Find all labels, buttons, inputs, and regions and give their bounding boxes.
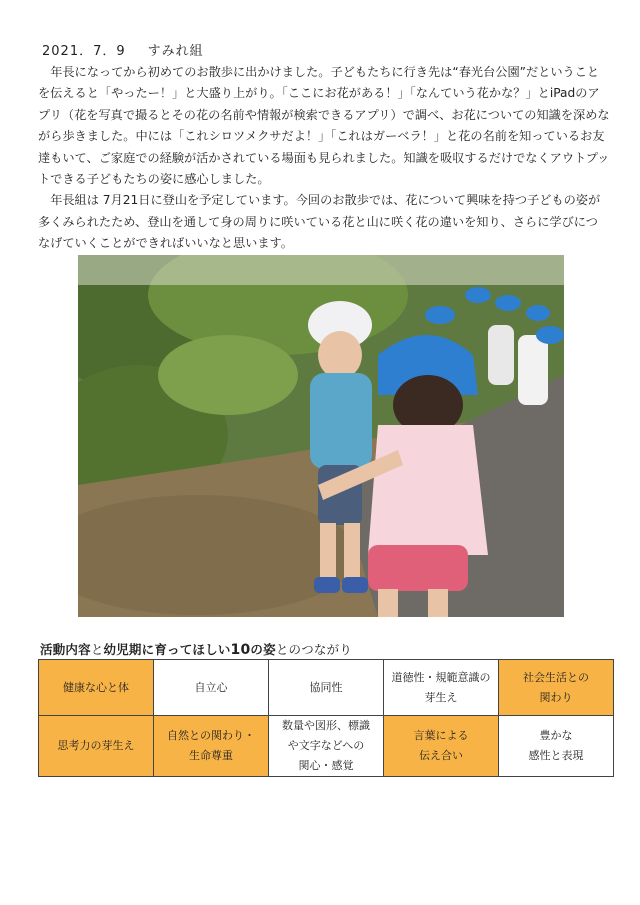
cell-independence: 自立心 <box>154 660 269 716</box>
table-row <box>39 660 614 716</box>
cell-expression: 豊かな 感性と表現 <box>499 716 614 777</box>
table-title <box>40 640 352 658</box>
table-row <box>39 716 614 777</box>
cell-cooperation: 協同性 <box>269 660 384 716</box>
table-title-connection: とのつながり <box>275 642 353 657</box>
date-header <box>42 40 204 59</box>
children-walking-photo <box>78 255 564 617</box>
table-title-figures: の姿 <box>250 642 276 657</box>
table-title-number: 10 <box>230 642 251 658</box>
cell-thinking: 思考力の芽生え <box>39 716 154 777</box>
photo-illustration <box>78 255 564 617</box>
cell-nature: 自然との関わり・ 生命尊重 <box>154 716 269 777</box>
report-body <box>38 62 610 255</box>
table-title-and: と <box>90 642 104 657</box>
paragraph-walk: 年長になってから初めてのお散歩に出かけました。子どもたちに行き先は“春光台公園”だということを伝えると「やったー！」と大盛り上がり。「ここにお花がある！」「なんていう花かな？」とiPadのアプリ（花を写真で撮るとその花の名前や情報が検索できるアプリ）で調べ、お花についての知識を深めながら歩きました。中には「これシロツメクサだよ！」「これはガーベラ！」と花の名前を知っているお友達もいて、ご家庭での経験が活かされている場面も見られました。知識を吸収するだけでなくアウトプットできる子どもたちの姿に感心しました。 <box>38 65 610 187</box>
ten-figures-table <box>38 659 614 777</box>
cell-social-life: 社会生活との 関わり <box>499 660 614 716</box>
date: 2021．7．9 <box>42 44 126 59</box>
table-title-desired: 幼児期に育ってほしい <box>103 642 231 657</box>
cell-numbers-shapes: 数量や図形、標識 や文字などへの 関心・感覚 <box>269 716 384 777</box>
cell-language: 言葉による 伝え合い <box>384 716 499 777</box>
paragraph-hiking-plan: 年長組は 7月21日に登山を予定しています。今回のお散歩では、花について興味を持つ子どもの姿が多くみられたため、登山を通して身の周りに咲いている花と山に咲く花の違いを知り、さらに学びにつなげていくことができればいいなと思います。 <box>38 193 601 251</box>
class-name: すみれ組 <box>147 44 204 59</box>
cell-morality: 道徳性・規範意識の 芽生え <box>384 660 499 716</box>
cell-healthy-mind-body: 健康な心と体 <box>39 660 154 716</box>
table-title-activity: 活動内容 <box>40 642 91 657</box>
